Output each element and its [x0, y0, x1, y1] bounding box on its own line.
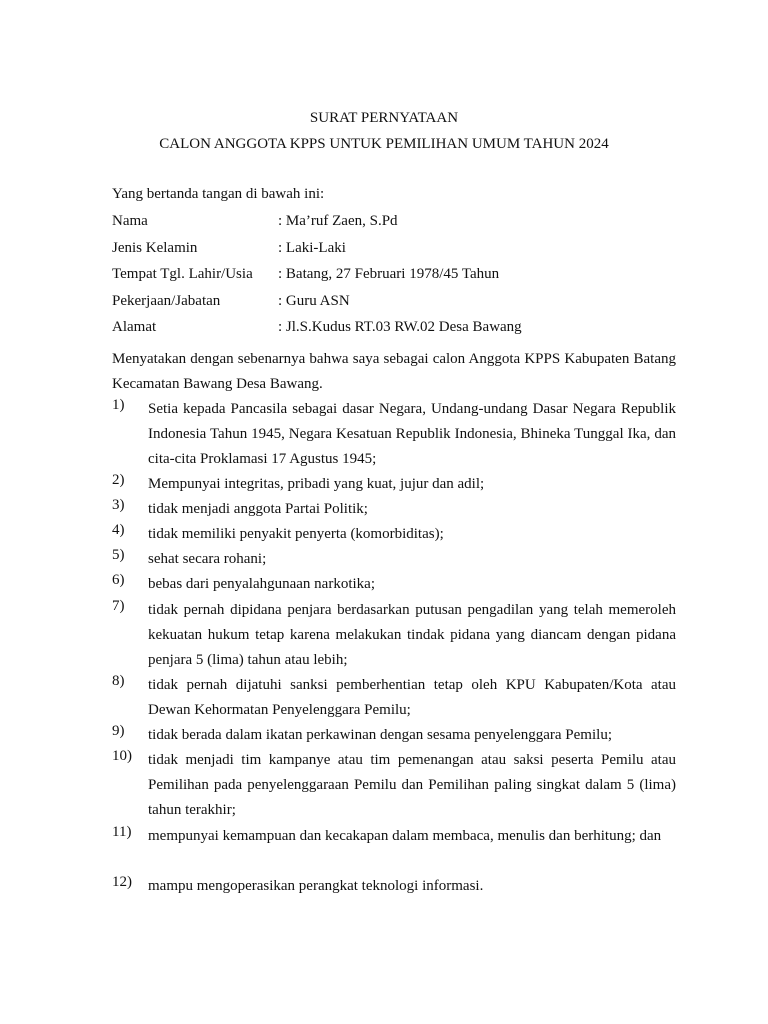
- field-label: Pekerjaan/Jabatan: [112, 293, 221, 309]
- list-number: 2): [112, 472, 125, 488]
- field-value: : Guru ASN: [278, 293, 350, 309]
- list-number: 1): [112, 397, 125, 413]
- list-number: 4): [112, 522, 125, 538]
- list-text: tidak menjadi tim kampanye atau tim pemenangan atau saksi peserta Pemilu atau Pemilihan pada penyelenggaraan Pemilu dan Pemilihan paling singkat dalam 5 (lima) tahun terakhir;: [148, 752, 676, 818]
- list-number: 6): [112, 572, 125, 588]
- statement-paragraph: Menyatakan dengan sebenarnya bahwa saya sebagai calon Anggota KPPS Kabupaten Batang Kecamatan Bawang Desa Bawang.: [112, 351, 676, 392]
- field-value: : Jl.S.Kudus RT.03 RW.02 Desa Bawang: [278, 319, 522, 335]
- field-label: Tempat Tgl. Lahir/Usia: [112, 266, 253, 282]
- list-number: 10): [112, 748, 132, 764]
- list-text: tidak pernah dijatuhi sanksi pemberhentian tetap oleh KPU Kabupaten/Kota atau Dewan Kehormatan Penyelenggara Pemilu;: [148, 677, 676, 718]
- list-text: bebas dari penyalahgunaan narkotika;: [148, 576, 375, 592]
- list-text: tidak memiliki penyakit penyerta (komorbiditas);: [148, 526, 444, 542]
- intro-text: Yang bertanda tangan di bawah ini:: [112, 186, 325, 202]
- list-number: 5): [112, 547, 125, 563]
- list-number: 11): [112, 824, 132, 840]
- field-value: : Laki-Laki: [278, 240, 346, 256]
- list-number: 9): [112, 723, 125, 739]
- list-number: 8): [112, 673, 125, 689]
- list-text: tidak menjadi anggota Partai Politik;: [148, 501, 368, 517]
- list-text: tidak pernah dipidana penjara berdasarkan putusan pengadilan yang telah memeroleh kekuatan hukum tetap karena melakukan tindak pidana yang diancam dengan pidana penjara 5 (lima) tahun atau lebih;: [148, 602, 676, 668]
- list-text: Setia kepada Pancasila sebagai dasar Negara, Undang-undang Dasar Negara Republik Indonesia Tahun 1945, Negara Kesatuan Republik Indonesia, Bhineka Tunggal Ika, dan cita-cita Proklamasi 17 Agustus 1945;: [148, 401, 676, 467]
- list-text: mampu mengoperasikan perangkat teknologi informasi.: [148, 878, 484, 894]
- list-text: sehat secara rohani;: [148, 551, 267, 567]
- document-subtitle: CALON ANGGOTA KPPS UNTUK PEMILIHAN UMUM TAHUN 2024: [159, 136, 609, 152]
- field-value: : Batang, 27 Februari 1978/45 Tahun: [278, 266, 500, 282]
- list-text: mempunyai kemampuan dan kecakapan dalam membaca, menulis dan berhitung; dan: [148, 828, 662, 844]
- field-value: : Ma’ruf Zaen, S.Pd: [278, 213, 398, 229]
- list-text: tidak berada dalam ikatan perkawinan dengan sesama penyelenggara Pemilu;: [148, 727, 612, 743]
- list-number: 7): [112, 598, 125, 614]
- field-label: Jenis Kelamin: [112, 240, 198, 256]
- document-title: SURAT PERNYATAAN: [309, 110, 459, 126]
- list-number: 3): [112, 497, 125, 513]
- field-label: Nama: [112, 213, 148, 229]
- list-text: Mempunyai integritas, pribadi yang kuat, jujur dan adil;: [148, 476, 485, 492]
- field-label: Alamat: [112, 319, 157, 335]
- list-number: 12): [112, 874, 132, 890]
